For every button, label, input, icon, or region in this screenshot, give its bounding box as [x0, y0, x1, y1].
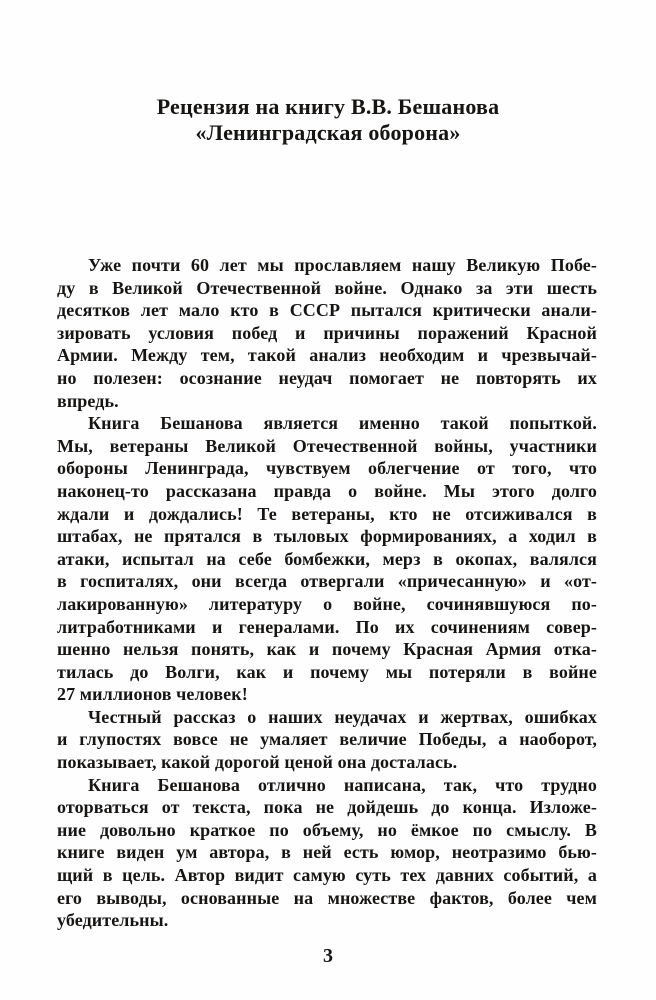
text-line: 27 миллионов человек!	[57, 684, 248, 705]
text-line: десятков лет мало кто в СССР пытался критически анали-	[57, 300, 597, 321]
text-line: атаки, испытал на себе бомбежки, мерз в окопах, валялся	[57, 548, 597, 569]
text-line: Книга Бешанова отлично написана, так, что трудно	[88, 774, 597, 795]
title-line-2: «Ленинградская оборона»	[195, 120, 461, 145]
text-line: оторваться от текста, пока не дойдешь до конца. Изложе-	[57, 797, 597, 818]
text-line: Честный рассказ о наших неудачах и жертвах, ошибках	[88, 706, 597, 727]
text-line: тилась до Волги, как и почему мы потеряли в войне	[57, 661, 597, 682]
text-line: шенно нельзя понять, как и почему Красная Армия отка-	[57, 639, 597, 660]
paragraph-4	[57, 774, 597, 932]
text-line: Уже почти 60 лет мы прославляем нашу Великую Побе-	[88, 255, 597, 275]
text-line: ние довольно краткое по объему, но ёмкое по смыслу. В	[57, 819, 597, 840]
text-line: Мы, ветераны Великой Отечественной войны, участники	[57, 435, 597, 456]
text-line: обороны Ленинграда, чувствуем облегчение от того, что	[57, 458, 597, 479]
text-line: лакированную» литературу о войне, сочинявшуюся по-	[57, 593, 597, 614]
page-number: 3	[323, 945, 333, 967]
review-body-text	[57, 254, 597, 932]
text-line: впредь.	[57, 390, 119, 411]
text-line: в госпиталях, они всегда отвергали «причесанную» и «от-	[57, 571, 597, 592]
page-title	[0, 94, 656, 146]
text-line: штабах, не прятался в тыловых формированиях, а ходил в	[57, 526, 597, 547]
text-line: но полезен: осознание неудач помогает не повторять их	[57, 367, 597, 388]
text-line: показывает, какой дорогой ценой она досталась.	[57, 752, 458, 773]
text-line: его выводы, основанные на множестве фактов, более чем	[57, 887, 597, 908]
text-line: наконец-то рассказана правда о войне. Мы этого долго	[57, 480, 597, 501]
text-line: Книга Бешанова является именно такой попыткой.	[88, 413, 597, 434]
text-line: убедительны.	[57, 910, 169, 931]
paragraph-3	[57, 706, 597, 774]
text-line: ждали и дождались! Те ветераны, кто не отсиживался в	[57, 503, 597, 524]
text-line: литработниками и генералами. По их сочинениям совер-	[57, 616, 597, 637]
text-line: щий в цель. Автор видит самую суть тех давних событий, а	[57, 865, 597, 886]
text-line: зировать условия побед и причины поражений Красной	[57, 322, 597, 343]
paragraph-2	[57, 412, 597, 706]
title-line-1: Рецензия на книгу В.В. Бешанова	[156, 94, 500, 119]
paragraph-1	[57, 254, 597, 412]
text-line: Армии. Между тем, такой анализ необходим и чрезвычай-	[57, 345, 597, 366]
text-line: книге виден ум автора, в ней есть юмор, неотразимо бью-	[57, 842, 597, 863]
text-line: ду в Великой Отечественной войне. Однако за эти шесть	[57, 277, 597, 298]
text-line: и глупостях вовсе не умаляет величие Победы, а наоборот,	[57, 729, 597, 750]
